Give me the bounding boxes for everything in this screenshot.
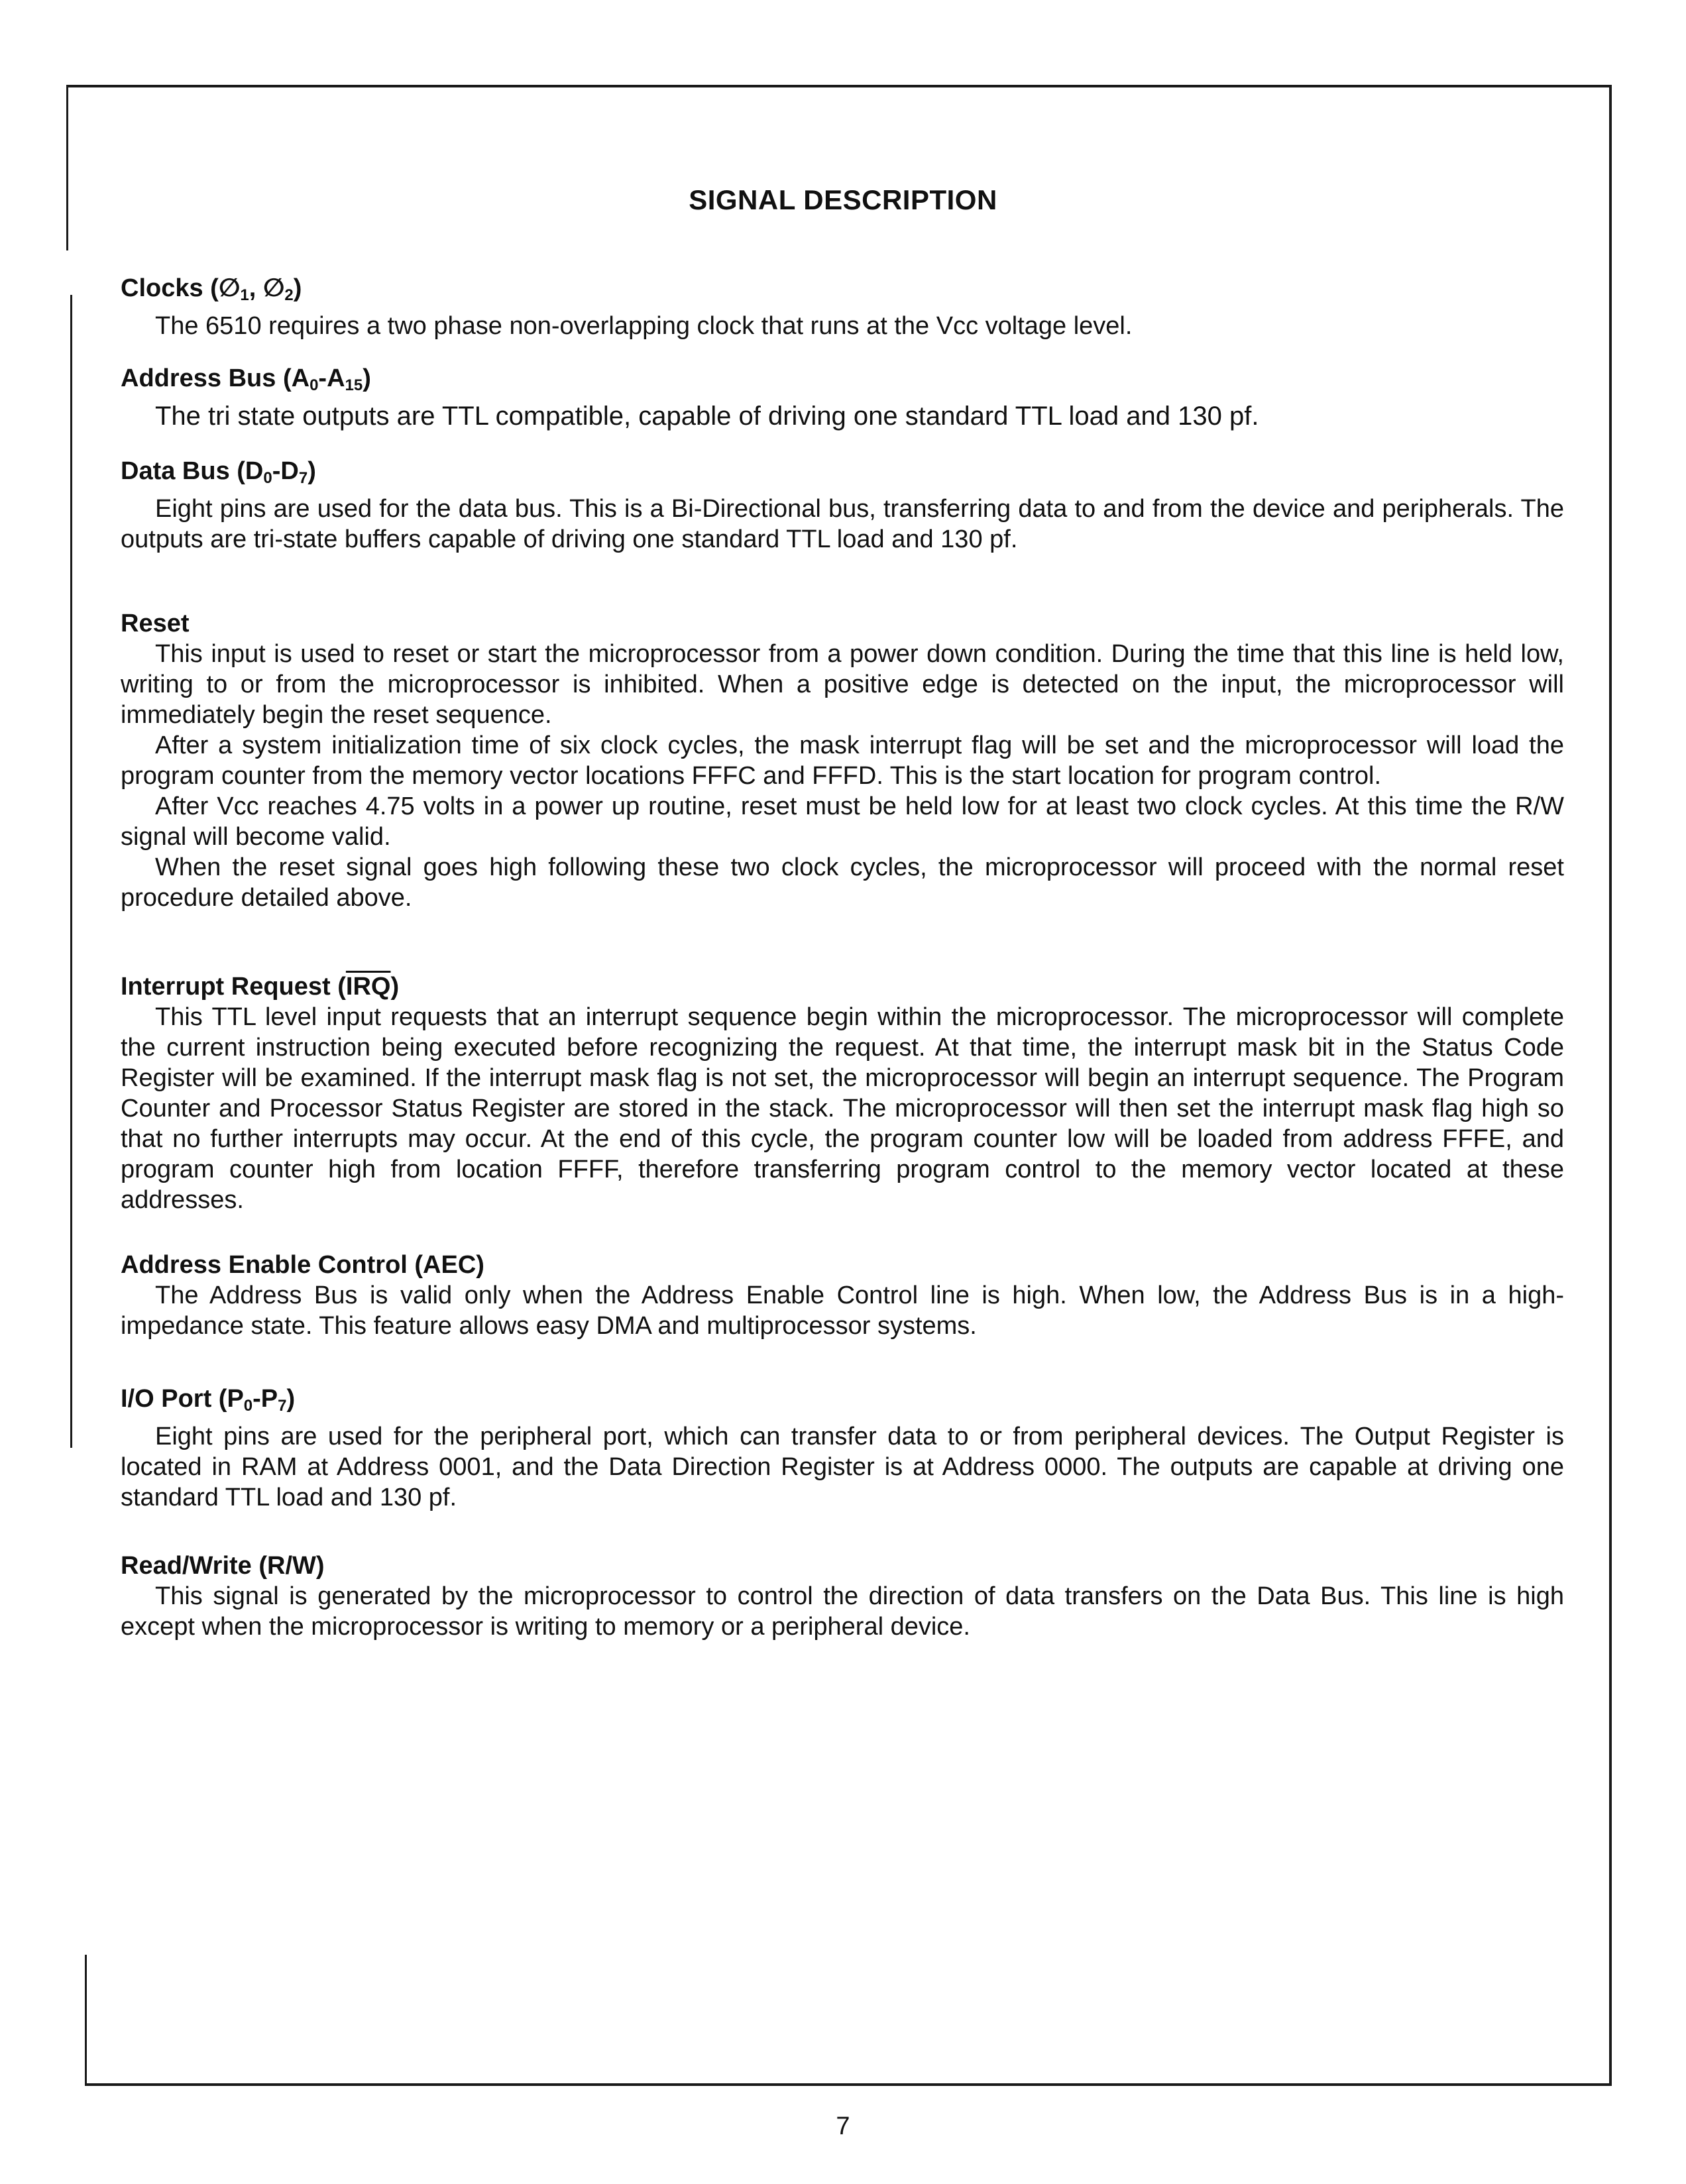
section-paragraph: After Vcc reaches 4.75 volts in a power up routine, reset must be held low for at least two clock cycles. At this time the R/W signal will become valid. (121, 792, 1564, 851)
section-io-port (121, 1384, 1564, 1513)
section-paragraph: The tri state outputs are TTL compatible, capable of driving one standard TTL load and 130 pf. (155, 402, 1259, 431)
section-paragraph: The Address Bus is valid only when the Address Enable Control line is high. When low, the Address Bus is in a high-impedance state. This feature allows easy DMA and multiprocessor systems. (121, 1282, 1564, 1340)
section-heading: Address Bus $(A_0-A_{15})$ (121, 364, 371, 394)
section-paragraph: This TTL level input requests that an interrupt sequence begin within the microprocessor. The microprocessor will complete the current instruction being executed before recognizing the request. At that time, the interrupt mask bit in the Status Code Register will be examined. If the interrupt mask flag is not set, the microprocessor will begin an interrupt sequence. The Program Counter and Processor Status Register are stored in the stack. The microprocessor will then set the interrupt mask flag high so that no further interrupts may occur. At the end of this cycle, the program counter low will be loaded from address FFFE, and program counter high from location FFFF, therefore transferring program control to the memory vector located at these addresses. (121, 1003, 1564, 1214)
section-paragraph: When the reset signal goes high following these two clock cycles, the microprocessor will proceed with the normal reset procedure detailed above. (121, 853, 1564, 912)
section-data-bus (121, 456, 1564, 555)
section-paragraph: The 6510 requires a two phase non-overlapping clock that runs at the Vcc voltage level. (155, 312, 1133, 340)
section-heading: Clocks ($\emptyset_1$, $\emptyset_2$) (121, 274, 302, 304)
section-clocks (121, 273, 1564, 341)
section-heading: Reset (121, 610, 190, 637)
section-heading: Data Bus $(D_0-D_7)$ (121, 457, 316, 487)
page-frame-left-segment (85, 1955, 87, 2085)
section-paragraph: After a system initialization time of six clock cycles, the mask interrupt flag will be set and the microprocessor will load the program counter from the memory vector locations FFFC and FFFD. This is the start location for program control. (121, 732, 1564, 790)
section-heading: Read/Write (R/W) (121, 1552, 325, 1580)
section-paragraph: Eight pins are used for the data bus. This is a Bi-Directional bus, transferring data to and from the device and peripherals. The outputs are tri-state buffers capable of driving one standard TTL load and 130 pf. (121, 495, 1564, 553)
page-frame-top (66, 85, 1610, 87)
page-frame-bottom (85, 2083, 1612, 2086)
page-frame-left-segment (70, 295, 72, 1448)
section-address-bus (121, 363, 1564, 431)
section-read-write (121, 1551, 1564, 1642)
page-frame-right (1609, 85, 1612, 2085)
section-paragraph: This input is used to reset or start the microprocessor from a power down condition. During the time that this line is held low, writing to or from the microprocessor is inhibited. When a positive edge is detected on the input, the microprocessor will immediately begin the reset sequence. (121, 640, 1564, 729)
page-number: 7 (836, 2112, 850, 2140)
page-frame-left-segment (66, 85, 68, 250)
section-interrupt-request (121, 971, 1564, 1215)
section-reset (121, 608, 1564, 913)
section-address-enable-control (121, 1250, 1564, 1341)
section-paragraph: Eight pins are used for the peripheral port, which can transfer data to or from peripheral devices. The Output Register is located in RAM at Address 0001, and the Data Direction Register is at Address 0000. The outputs are capable at driving one standard TTL load and 130 pf. (121, 1423, 1564, 1511)
section-heading: Address Enable Control (AEC) (121, 1251, 484, 1279)
section-heading: I/O Port $(P_0-P_7)$ (121, 1385, 296, 1415)
section-heading: Interrupt Request $(\overline{IRQ})$ (121, 973, 400, 1001)
section-paragraph: This signal is generated by the microprocessor to control the direction of data transfers on the Data Bus. This line is high except when the microprocessor is writing to memory or a peripheral device. (121, 1582, 1564, 1641)
page-title: SIGNAL DESCRIPTION (689, 184, 997, 215)
